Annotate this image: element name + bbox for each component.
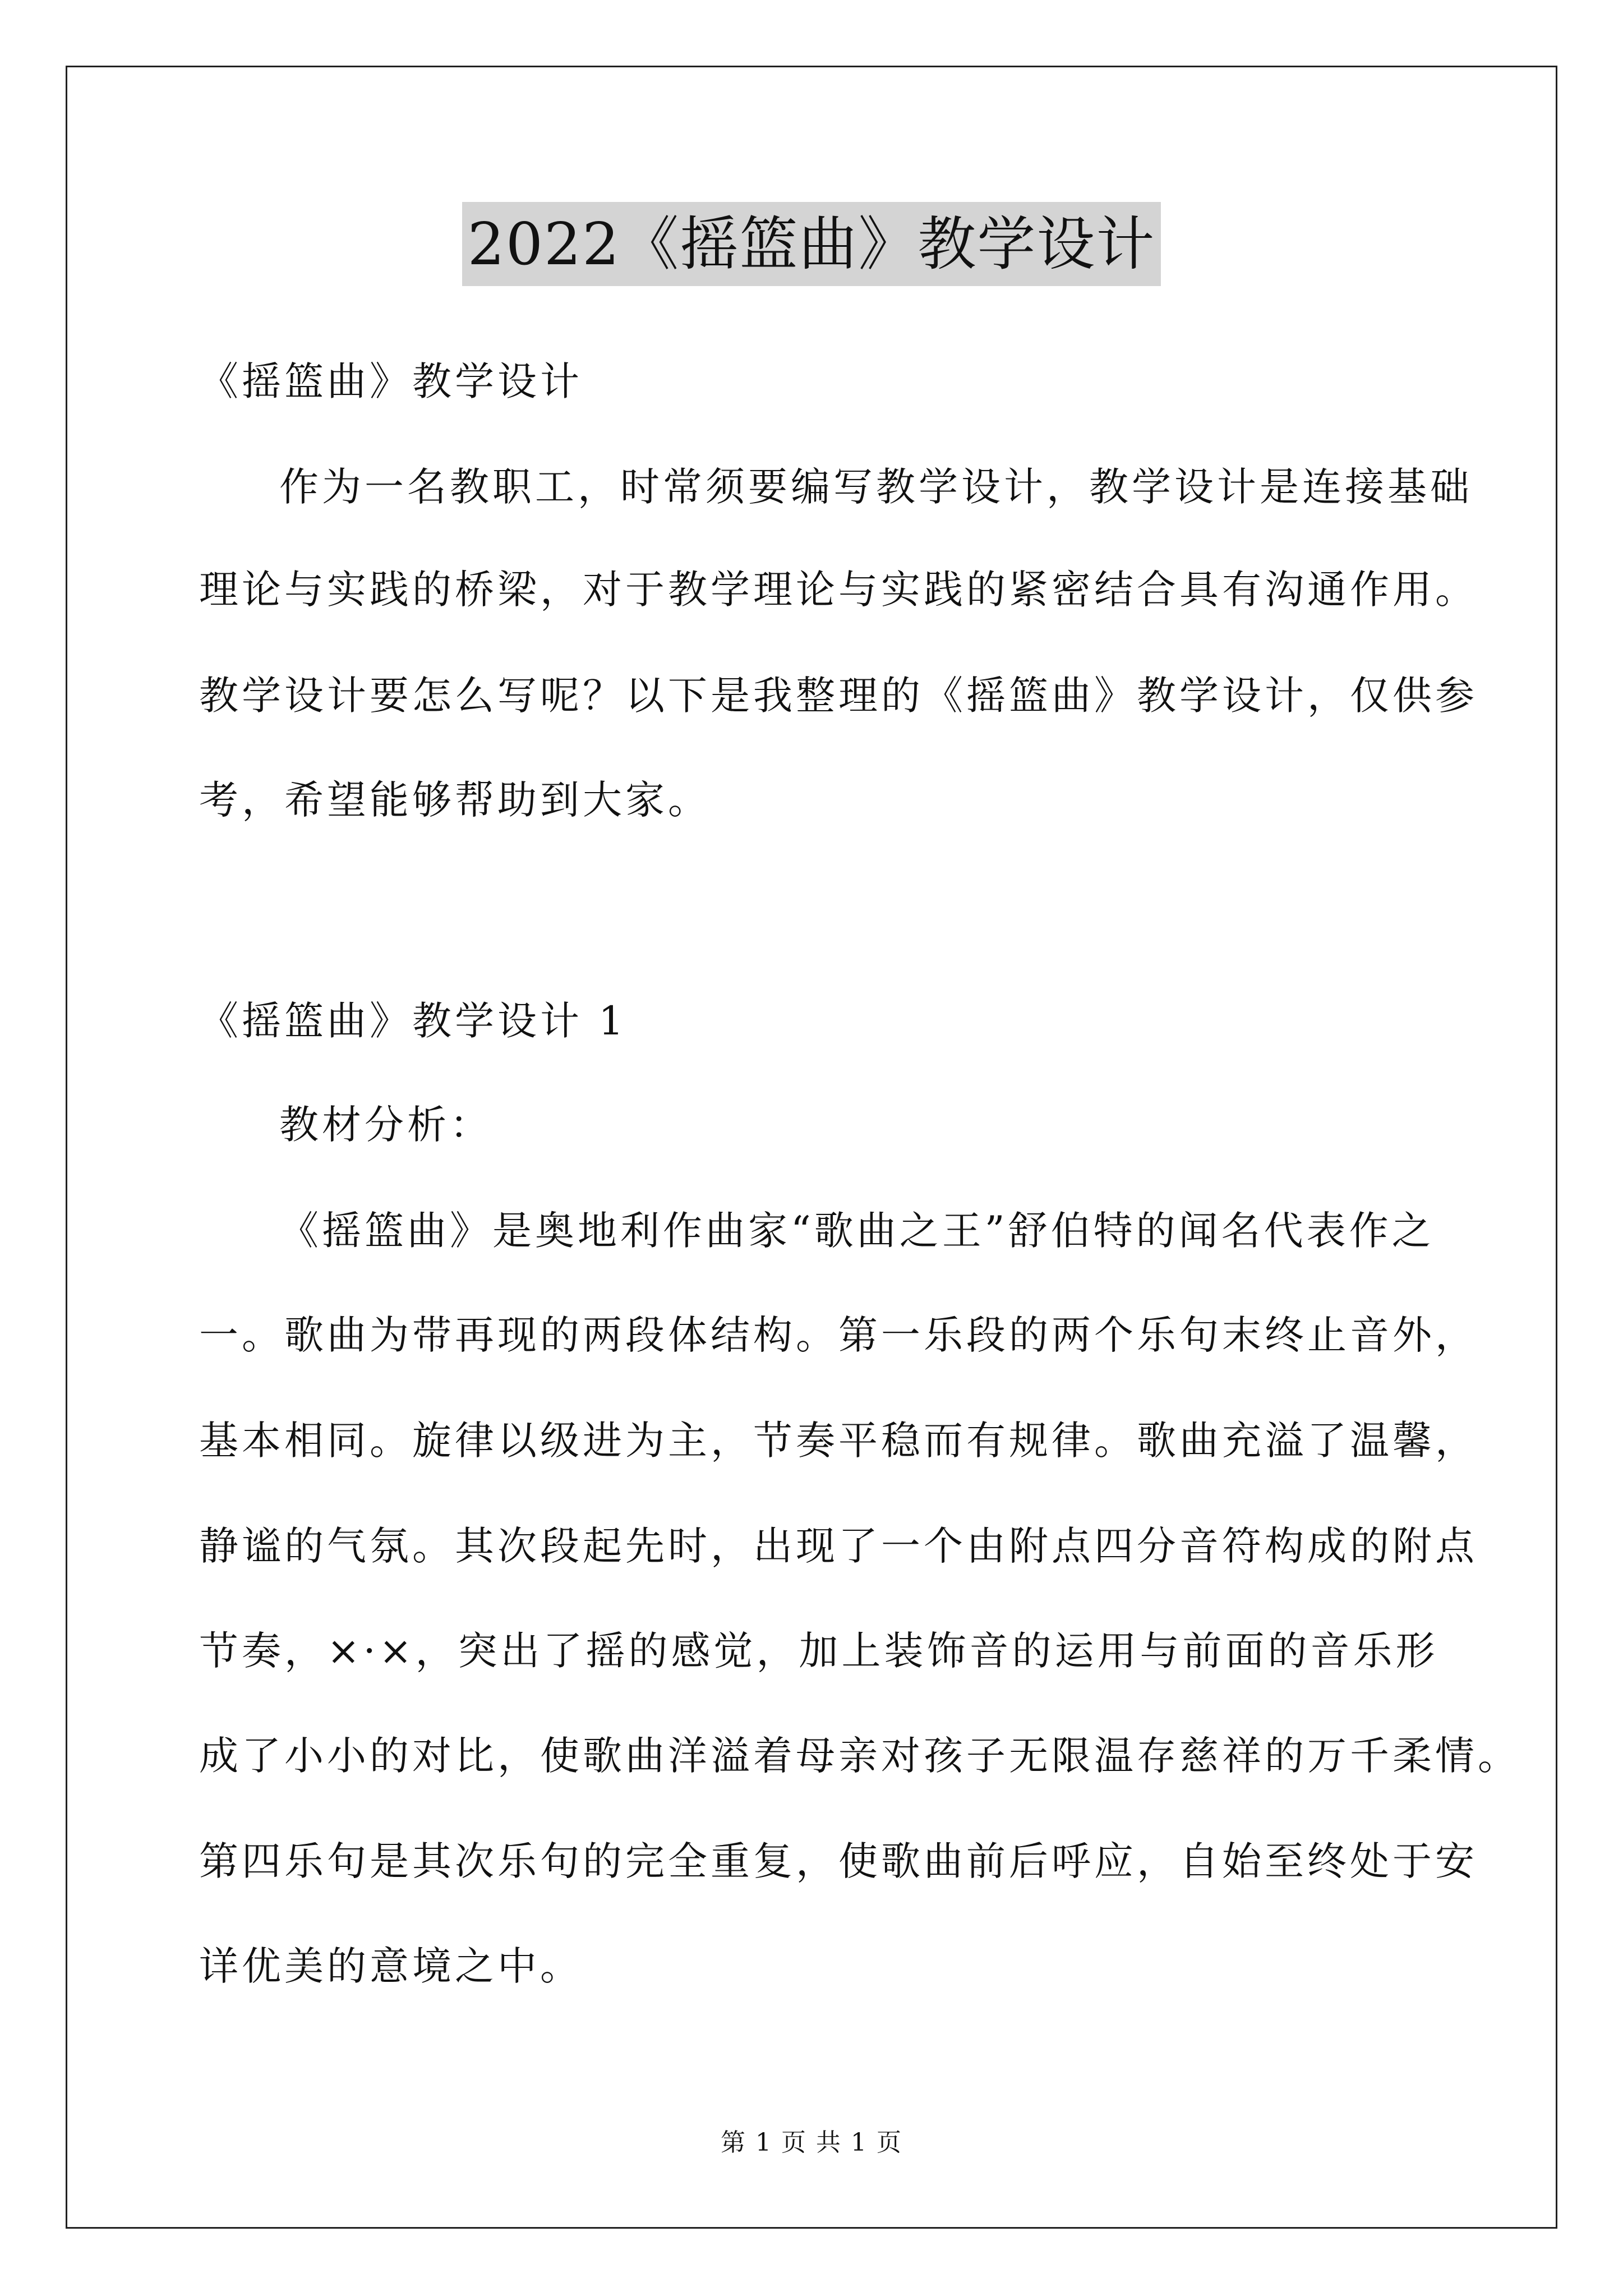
paragraph-line: 《摇篮曲》是奥地利作曲家“歌曲之王”舒伯特的闻名代表作之 <box>279 1208 1435 1254</box>
paragraph-line: 理论与实践的桥梁，对于教学理论与实践的紧密结合具有沟通作用。 <box>199 567 1478 613</box>
subheading: 教材分析： <box>279 1102 492 1148</box>
paragraph-line: 作为一名教职工，时常须要编写教学设计，教学设计是连接基础 <box>279 464 1473 510</box>
title-container <box>0 202 1623 286</box>
document-title: 2022《摇篮曲》教学设计 <box>462 202 1161 286</box>
paragraph-line: 成了小小的对比，使歌曲洋溢着母亲对孩子无限温存慈祥的万千柔情。 <box>199 1733 1520 1779</box>
section-heading: 《摇篮曲》教学设计 <box>199 358 583 404</box>
paragraph-line: 教学设计要怎么写呢？以下是我整理的《摇篮曲》教学设计，仅供参 <box>199 673 1478 719</box>
paragraph-line: 考，希望能够帮助到大家。 <box>199 777 711 823</box>
paragraph-line: 静谧的气氛。其次段起先时，出现了一个由附点四分音符构成的附点 <box>199 1523 1478 1569</box>
section-heading: 《摇篮曲》教学设计 1 <box>199 998 627 1044</box>
paragraph-line: 详优美的意境之中。 <box>199 1943 583 1989</box>
paragraph-line: 第四乐句是其次乐句的完全重复，使歌曲前后呼应，自始至终处于安 <box>199 1838 1478 1884</box>
page-number-footer: 第 1 页 共 1 页 <box>721 2128 902 2157</box>
paragraph-line: 节奏，×·×，突出了摇的感觉，加上装饰音的运用与前面的音乐形 <box>199 1628 1438 1674</box>
paragraph-line: 基本相同。旋律以级进为主，节奏平稳而有规律。歌曲充溢了温馨， <box>199 1418 1478 1464</box>
paragraph-line: 一。歌曲为带再现的两段体结构。第一乐段的两个乐句末终止音外， <box>199 1312 1478 1358</box>
